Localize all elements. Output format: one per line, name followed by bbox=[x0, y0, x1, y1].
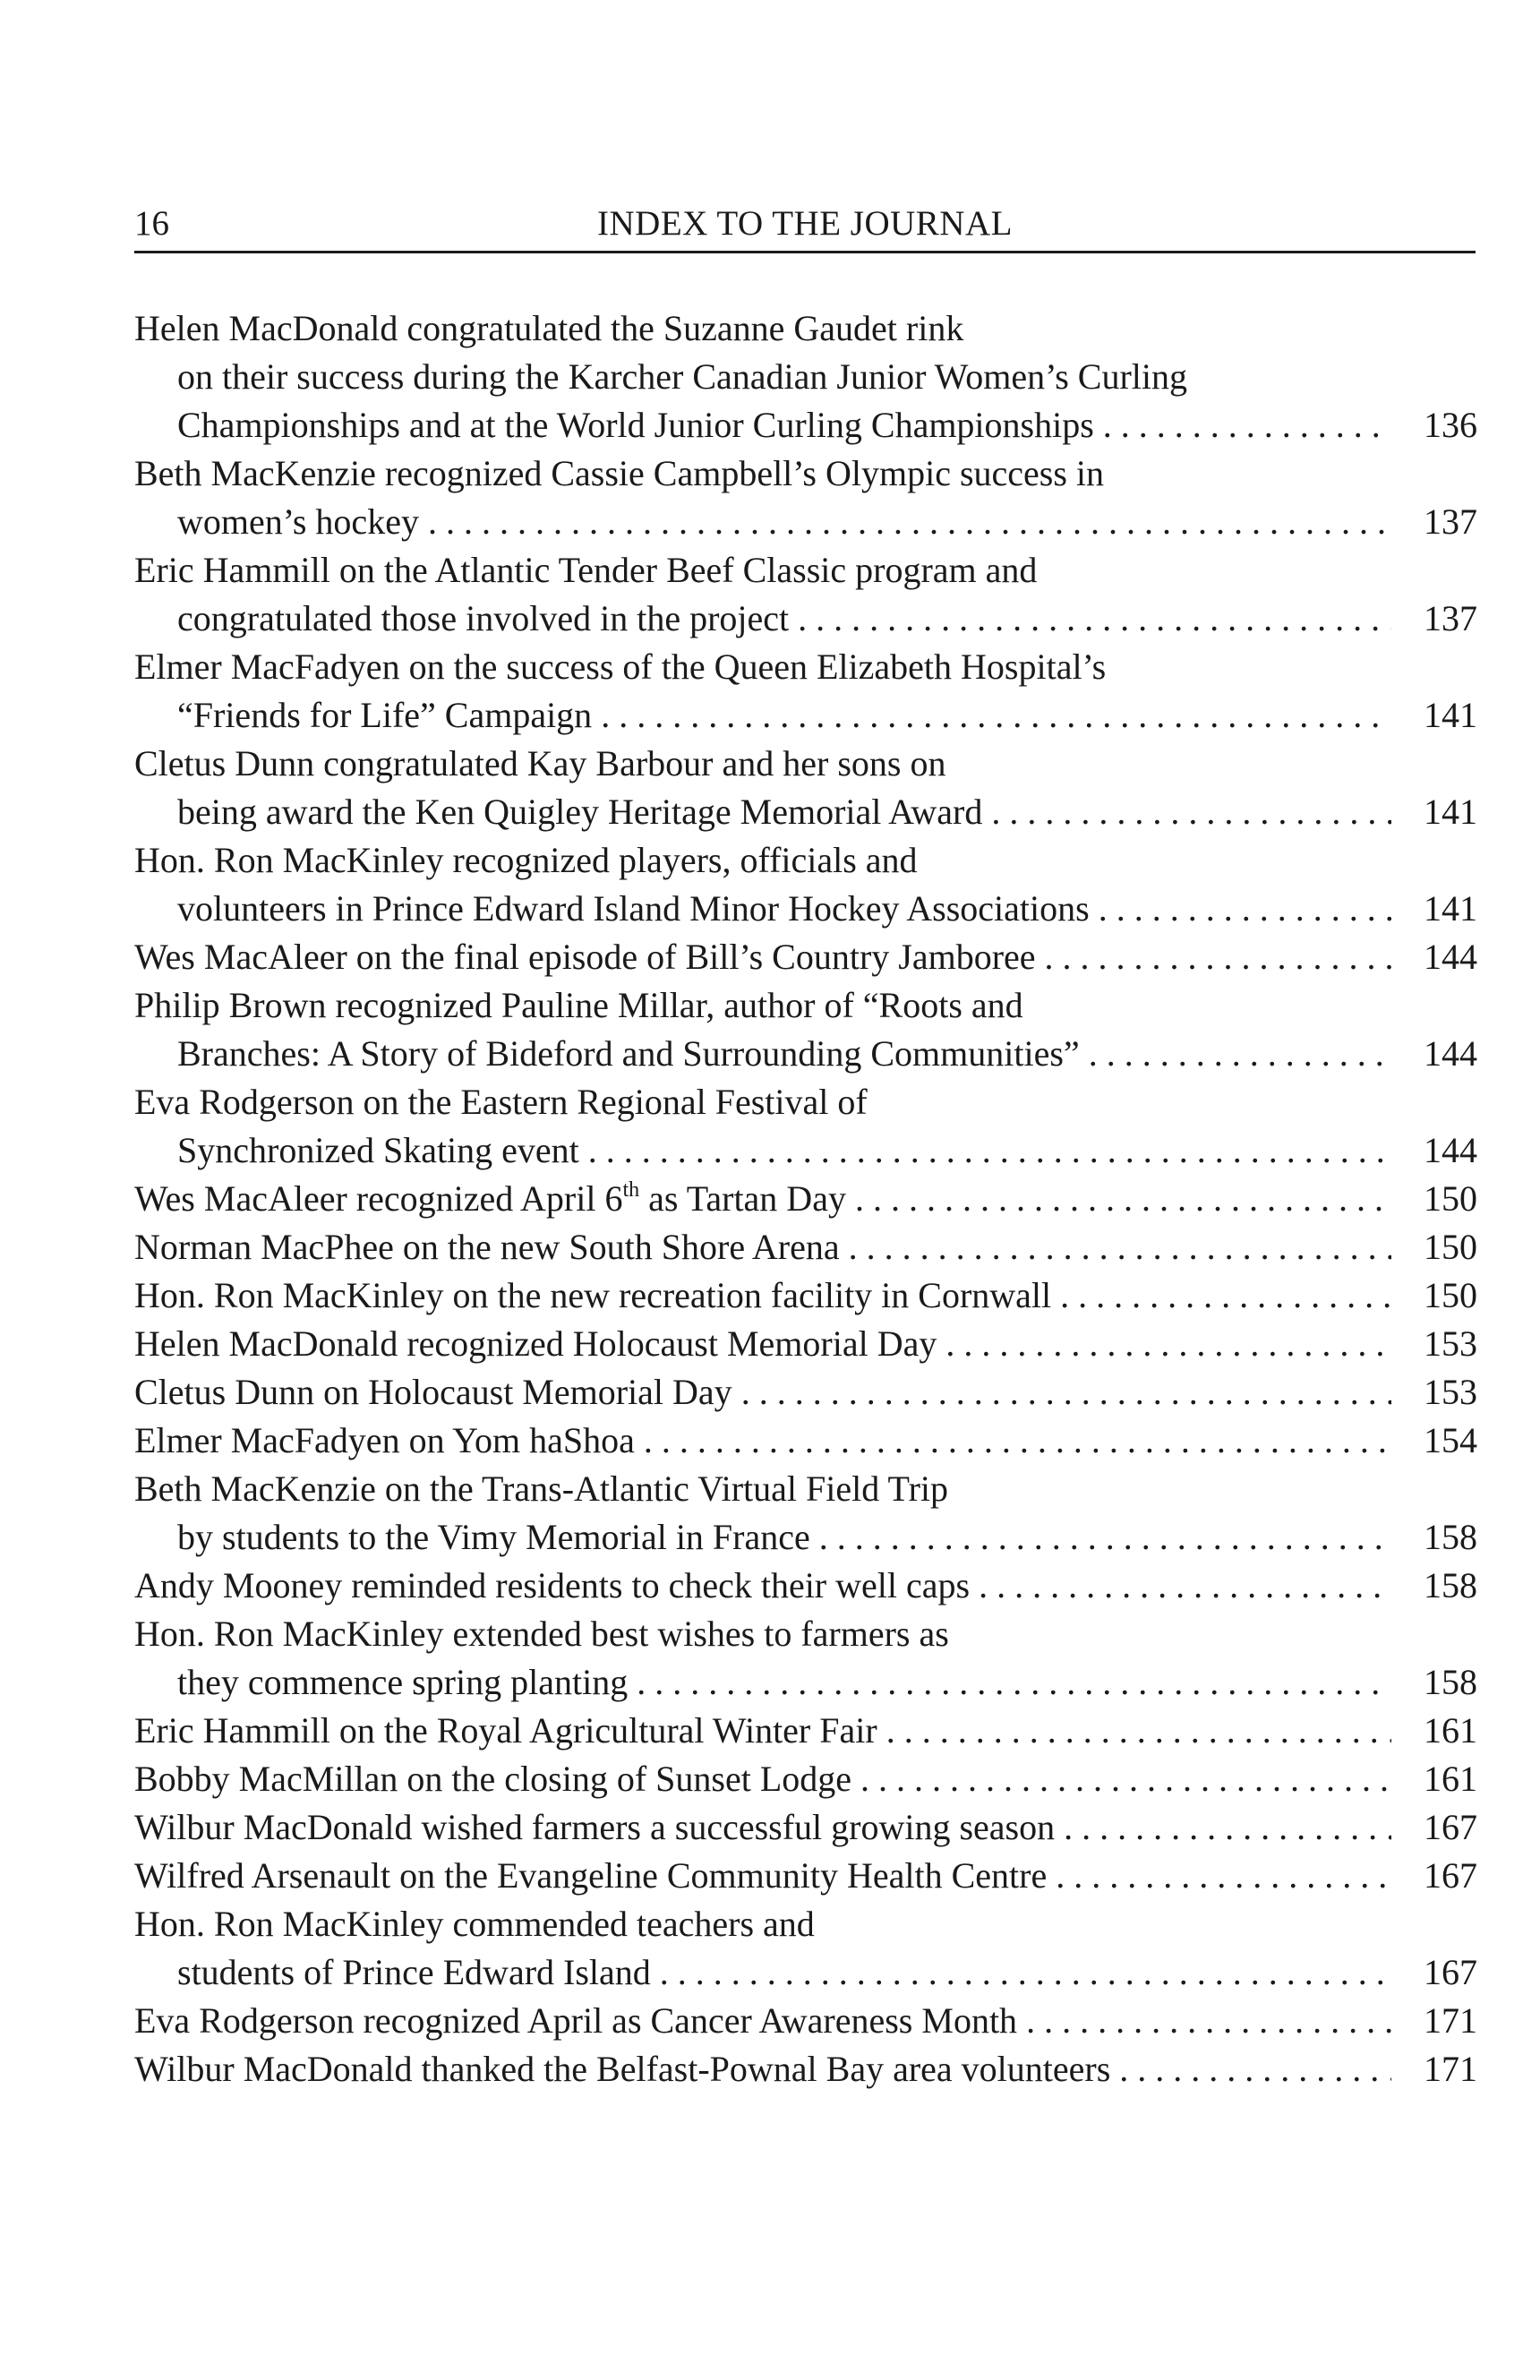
entry-text: Wilbur MacDonald wished farmers a successful growing season bbox=[134, 1807, 1056, 1847]
entry-page-number: 137 bbox=[1424, 598, 1477, 638]
entry-page-number: 167 bbox=[1424, 1952, 1477, 1992]
entry-text: Cletus Dunn on Holocaust Memorial Day bbox=[134, 1372, 732, 1412]
dot-leader bbox=[1051, 1271, 1391, 1320]
entry-last-line bbox=[134, 1658, 1477, 1707]
entry-page-number: 153 bbox=[1424, 1372, 1477, 1412]
dot-leader bbox=[1080, 1030, 1391, 1078]
entry-text: Wes MacAleer on the final episode of Bill’s Country Jamboree bbox=[134, 937, 1036, 977]
entry-text: “Friends for Life” Campaign bbox=[177, 695, 593, 735]
entry-last-line bbox=[134, 1223, 1477, 1271]
entry-last-line bbox=[134, 691, 1477, 740]
index-entry bbox=[134, 1465, 1477, 1562]
entry-last-line bbox=[134, 1997, 1477, 2045]
entry-last-line bbox=[134, 1271, 1477, 1320]
entry-text: Hon. Ron MacKinley on the new recreation facility in Cornwall bbox=[134, 1275, 1052, 1315]
index-entry bbox=[134, 1707, 1477, 1755]
dot-leader bbox=[1090, 885, 1391, 933]
entry-text: Eric Hammill on the Royal Agricultural Winter Fair bbox=[134, 1710, 877, 1751]
entry-line: Hon. Ron MacKinley extended best wishes to farmers as bbox=[134, 1614, 949, 1654]
entry-last-line bbox=[134, 1126, 1477, 1175]
dot-leader bbox=[592, 691, 1391, 740]
entry-text: Norman MacPhee on the new South Shore Arena bbox=[134, 1227, 840, 1267]
dot-leader bbox=[635, 1417, 1391, 1465]
dot-leader bbox=[789, 595, 1391, 643]
entry-line: Beth MacKenzie recognized Cassie Campbell’s Olympic success in bbox=[134, 453, 1105, 493]
dot-leader bbox=[628, 1658, 1391, 1707]
dot-leader bbox=[1036, 933, 1391, 981]
entry-line: Philip Brown recognized Pauline Millar, author of “Roots and bbox=[134, 985, 1023, 1025]
entry-text: Bobby MacMillan on the closing of Sunset Lodge bbox=[134, 1759, 852, 1799]
index-entry bbox=[134, 1417, 1477, 1465]
entry-last-line bbox=[134, 1513, 1477, 1562]
entry-page-number: 153 bbox=[1424, 1323, 1477, 1364]
dot-leader bbox=[579, 1126, 1391, 1175]
entry-page-number: 158 bbox=[1424, 1662, 1477, 1702]
entry-text: volunteers in Prince Edward Island Minor Hockey Associations bbox=[177, 888, 1090, 929]
entry-line: Elmer MacFadyen on the success of the Queen Elizabeth Hospital’s bbox=[134, 646, 1107, 687]
entry-last-line bbox=[134, 1320, 1477, 1368]
entry-line: Eva Rodgerson on the Eastern Regional Festival of bbox=[134, 1082, 868, 1122]
entry-text: Eva Rodgerson recognized April as Cancer Awareness Month bbox=[134, 2000, 1018, 2041]
entry-page-number: 144 bbox=[1424, 1033, 1477, 1074]
entry-last-line bbox=[134, 1368, 1477, 1417]
entry-last-line bbox=[134, 933, 1477, 981]
dot-leader bbox=[1094, 401, 1391, 449]
index-entry bbox=[134, 1997, 1477, 2045]
entry-text: they commence spring planting bbox=[177, 1662, 629, 1702]
entry-text: Andy Mooney reminded residents to check their well caps bbox=[134, 1565, 971, 1605]
page-number: 16 bbox=[134, 204, 169, 243]
dot-leader bbox=[840, 1223, 1391, 1271]
entry-page-number: 141 bbox=[1424, 695, 1477, 735]
entry-text: Synchronized Skating event bbox=[177, 1130, 579, 1170]
index-entry bbox=[134, 1852, 1477, 1900]
entry-last-line bbox=[134, 1562, 1477, 1610]
index-entry bbox=[134, 449, 1477, 546]
entry-page-number: 158 bbox=[1424, 1565, 1477, 1605]
dot-leader bbox=[419, 498, 1391, 546]
entry-line: Beth MacKenzie on the Trans-Atlantic Virtual Field Trip bbox=[134, 1468, 949, 1509]
dot-leader bbox=[732, 1368, 1391, 1417]
entry-text: being award the Ken Quigley Heritage Memorial Award bbox=[177, 792, 983, 832]
dot-leader bbox=[1055, 1803, 1391, 1852]
dot-leader bbox=[982, 788, 1391, 836]
index-entry bbox=[134, 643, 1477, 740]
entry-page-number: 136 bbox=[1424, 405, 1477, 445]
entry-text: Helen MacDonald recognized Holocaust Memorial Day bbox=[134, 1323, 937, 1364]
entry-last-line bbox=[134, 1755, 1477, 1803]
entry-line: Cletus Dunn congratulated Kay Barbour and her sons on bbox=[134, 743, 946, 783]
index-entry bbox=[134, 1755, 1477, 1803]
entry-page-number: 161 bbox=[1424, 1710, 1477, 1751]
entry-line: Hon. Ron MacKinley commended teachers and bbox=[134, 1904, 815, 1944]
entry-text: Branches: A Story of Bideford and Surrounding Communities” bbox=[177, 1033, 1080, 1074]
entry-page-number: 171 bbox=[1424, 2049, 1477, 2089]
entry-page-number: 141 bbox=[1424, 888, 1477, 929]
entry-text: women’s hockey bbox=[177, 501, 419, 542]
running-title: INDEX TO THE JOURNAL bbox=[597, 204, 1013, 243]
entry-page-number: 150 bbox=[1424, 1227, 1477, 1267]
index-entry bbox=[134, 740, 1477, 836]
dot-leader bbox=[877, 1707, 1391, 1755]
entry-text: Wilbur MacDonald thanked the Belfast-Pownal Bay area volunteers bbox=[134, 2049, 1111, 2089]
entry-line: Helen MacDonald congratulated the Suzanne Gaudet rink bbox=[134, 308, 964, 348]
index-entry bbox=[134, 1803, 1477, 1852]
index-entry bbox=[134, 933, 1477, 981]
index-entry bbox=[134, 1078, 1477, 1175]
index-entry bbox=[134, 1320, 1477, 1368]
dot-leader bbox=[651, 1948, 1391, 1997]
entry-page-number: 144 bbox=[1424, 937, 1477, 977]
dot-leader bbox=[937, 1320, 1391, 1368]
entry-last-line bbox=[134, 1175, 1477, 1223]
entry-line: Hon. Ron MacKinley recognized players, officials and bbox=[134, 840, 918, 880]
dot-leader bbox=[970, 1562, 1391, 1610]
entry-line: Eric Hammill on the Atlantic Tender Beef Classic program and bbox=[134, 550, 1038, 590]
entry-last-line bbox=[134, 1707, 1477, 1755]
dot-leader bbox=[851, 1755, 1391, 1803]
entry-last-line bbox=[134, 885, 1477, 933]
entry-page-number: 167 bbox=[1424, 1807, 1477, 1847]
entry-page-number: 150 bbox=[1424, 1178, 1477, 1219]
index-entry bbox=[134, 1368, 1477, 1417]
index-entry bbox=[134, 981, 1477, 1078]
index-entry bbox=[134, 1562, 1477, 1610]
entry-last-line bbox=[134, 498, 1477, 546]
entry-last-line bbox=[134, 2045, 1477, 2093]
index-entry bbox=[134, 1175, 1477, 1223]
entry-line: on their success during the Karcher Canadian Junior Women’s Curling bbox=[177, 356, 1188, 397]
index-entry bbox=[134, 1610, 1477, 1707]
entry-page-number: 154 bbox=[1424, 1420, 1477, 1460]
entry-page-number: 137 bbox=[1424, 501, 1477, 542]
dot-leader bbox=[846, 1175, 1391, 1223]
entry-text: students of Prince Edward Island bbox=[177, 1952, 651, 1992]
index-entries bbox=[134, 304, 1477, 2093]
page-header bbox=[134, 199, 1476, 253]
entry-last-line bbox=[134, 595, 1477, 643]
entry-text: Elmer MacFadyen on Yom haShoa bbox=[134, 1420, 635, 1460]
dot-leader bbox=[1047, 1852, 1391, 1900]
entry-last-line bbox=[134, 1852, 1477, 1900]
entry-last-line bbox=[134, 1803, 1477, 1852]
entry-last-line bbox=[134, 788, 1477, 836]
entry-page-number: 150 bbox=[1424, 1275, 1477, 1315]
entry-last-line bbox=[134, 1948, 1477, 1997]
index-entry bbox=[134, 304, 1477, 449]
entry-last-line bbox=[134, 1030, 1477, 1078]
entry-page-number: 141 bbox=[1424, 792, 1477, 832]
dot-leader bbox=[1017, 1997, 1391, 2045]
index-entry bbox=[134, 2045, 1477, 2093]
index-entry bbox=[134, 836, 1477, 933]
dot-leader bbox=[810, 1513, 1391, 1562]
index-entry bbox=[134, 1900, 1477, 1997]
entry-page-number: 158 bbox=[1424, 1517, 1477, 1557]
entry-text: Wes MacAleer recognized April 6th as Tartan Day bbox=[134, 1178, 846, 1219]
entry-text: congratulated those involved in the project bbox=[177, 598, 790, 638]
entry-page-number: 167 bbox=[1424, 1855, 1477, 1896]
entry-text: by students to the Vimy Memorial in France bbox=[177, 1517, 810, 1557]
entry-last-line bbox=[134, 1417, 1477, 1465]
entry-text: Wilfred Arsenault on the Evangeline Community Health Centre bbox=[134, 1855, 1048, 1896]
entry-text: Championships and at the World Junior Curling Championships bbox=[177, 405, 1094, 445]
entry-page-number: 171 bbox=[1424, 2000, 1477, 2041]
dot-leader bbox=[1110, 2045, 1391, 2093]
entry-last-line bbox=[134, 401, 1477, 449]
index-entry bbox=[134, 546, 1477, 643]
index-entry bbox=[134, 1223, 1477, 1271]
entry-page-number: 144 bbox=[1424, 1130, 1477, 1170]
entry-page-number: 161 bbox=[1424, 1759, 1477, 1799]
index-entry bbox=[134, 1271, 1477, 1320]
